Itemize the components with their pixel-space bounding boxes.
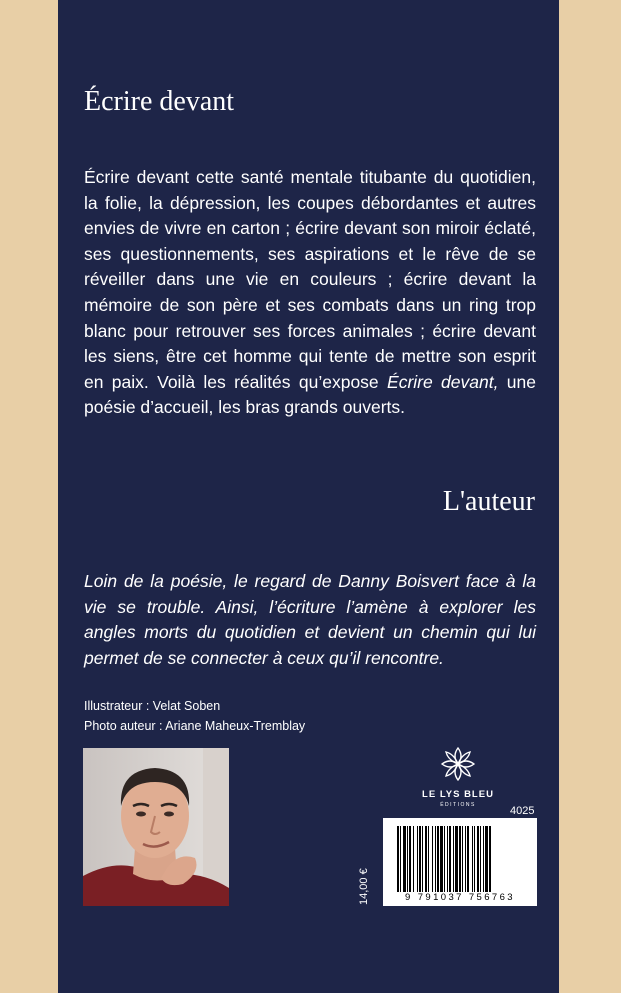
isbn-number: 9 791037 756763 bbox=[405, 892, 515, 903]
book-title: Écrire devant bbox=[84, 86, 235, 117]
author-heading: L'auteur bbox=[442, 486, 535, 517]
back-cover bbox=[58, 0, 559, 993]
synopsis-text: Écrire devant cette santé mentale titubante du quotidien, la folie, la dépression, les coupes débordantes et autres envies de vivre en carton ; écrire devant son miroir éclaté, ses questionnements, ses aspirations et le rêve de se réveiller dans une vie en couleurs ; écrire devant la mémoire de son père et ses combats dans un ring trop blanc pour retrouver ses forces animales ; écrire devant les siens, être cet homme qui tente de mettre son esprit en paix. Voilà les réalités qu’expose bbox=[84, 167, 536, 392]
isbn-barcode bbox=[383, 818, 537, 906]
author-photo bbox=[83, 748, 229, 906]
price-label: 14,00 € bbox=[358, 868, 370, 905]
illustrator-credit: Illustrateur : Velat Soben bbox=[84, 699, 221, 713]
synopsis bbox=[84, 165, 536, 421]
publisher-name: LE LYS BLEU bbox=[422, 789, 494, 800]
product-code: 4025 bbox=[510, 805, 535, 817]
publisher-logo bbox=[410, 746, 506, 808]
lily-flower-icon bbox=[440, 746, 476, 782]
synopsis-end: une poésie d’accueil, les bras grands ouverts. bbox=[84, 371, 537, 418]
author-bio: Loin de la poésie, le regard de Danny Boisvert face à la vie se trouble. Ainsi, l’écriture l’amène à explorer les angles morts du quotidien et devient un chemin qui lui permet de se connecter à ceux qu’il rencontre. bbox=[84, 571, 536, 668]
photo-credit: Photo auteur : Ariane Maheux-Tremblay bbox=[84, 719, 306, 733]
publisher-sub: ÉDITIONS bbox=[440, 802, 476, 808]
synopsis-title-italic: Écrire devant, bbox=[387, 371, 499, 392]
author-portrait-image bbox=[83, 748, 229, 906]
